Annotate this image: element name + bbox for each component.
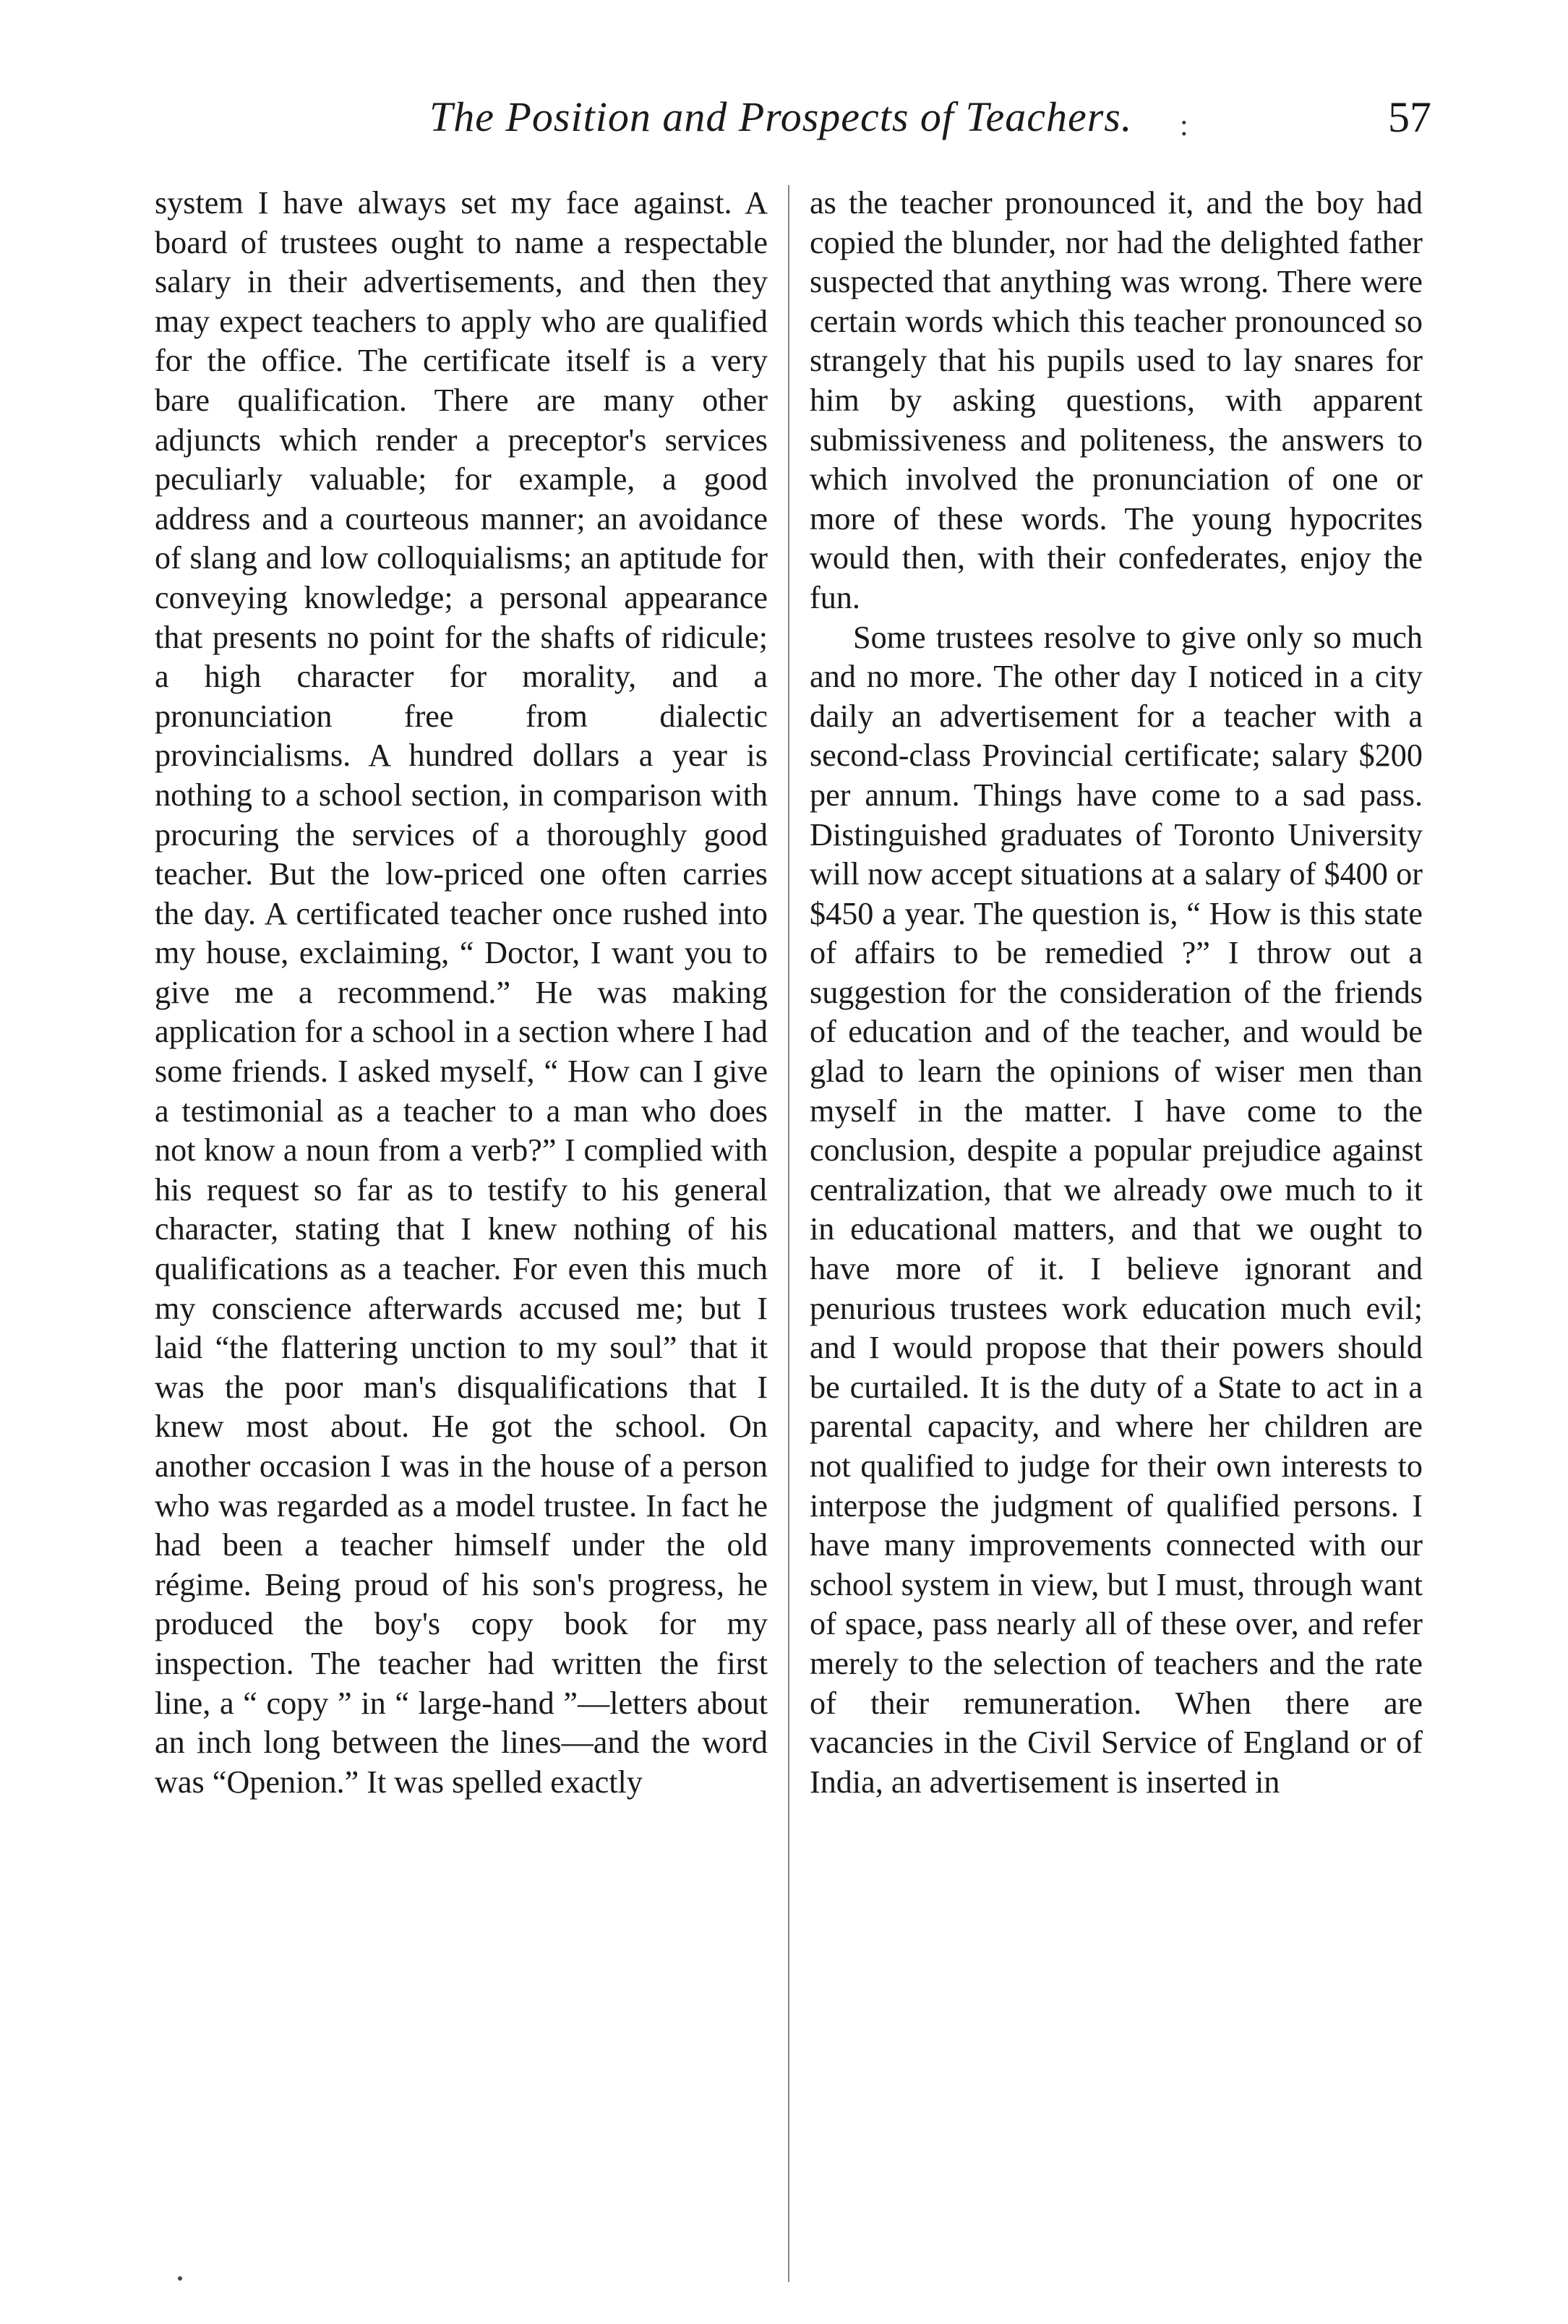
column-divider — [788, 185, 789, 2282]
left-column — [155, 184, 768, 1802]
right-paragraph-1: as the teacher pronounced it, and the boy had copied the blunder, nor had the delighted father suspected that anything was wrong. There were certain words which this teacher pronounced so strangely that his pupils used to lay snares for him by asking questions, with apparent submissiveness and politeness, the answers to which involved the pronunciation of one or more of these words. The young hypocrites would then, with their confederates, enjoy the fun. — [810, 185, 1423, 615]
column-mark: : — [1180, 109, 1188, 142]
left-paragraph-1: system I have always set my face against. A board of trustees ought to name a respectable salary in their advertisements, and then they may expect teachers to apply who are qualified for the office. The certificate itself is a very bare qualification. There are many other adjuncts which render a preceptor's services peculiarly valuable; for example, a good address and a courteous manner; an avoidance of slang and low colloquialisms; an aptitude for conveying knowledge; a personal appearance that presents no point for the shafts of ridicule; a high character for morality, and a pronunciation free from dialectic provincialisms. A hundred dollars a year is nothing to a school section, in comparison with procuring the services of a thoroughly good teacher. But the low-priced one often carries the day. A certificated teacher once rushed into my house, exclaiming, “ Doctor, I want you to give me a recommend.” He was making application for a school in a section where I had some friends. I asked myself, “ How can I give a testimonial as a teacher to a man who does not know a noun from a verb?” I complied with his request so far as to testify to his general character, stating that I knew nothing of his qualifications as a teacher. For even this much my conscience afterwards accused me; but I laid “the flattering unction to my soul” that it was the poor man's disqualifications that I knew most about. He got the school. On another occasion I was in the house of a person who was regarded as a model trustee. In fact he had been a teacher himself under the old régime. Being proud of his son's progress, he produced the boy's copy book for my inspection. The teacher had written the first line, a “ copy ” in “ large-hand ”—letters about an inch long between the lines—and the word was “Openion.” It was spelled exactly — [155, 185, 768, 1800]
page-number: 57 — [1388, 93, 1431, 141]
running-title: The Position and Prospects of Teachers. — [429, 93, 1133, 140]
right-paragraph-2: Some trustees resolve to give only so much and no more. The other day I noticed in a city daily an advertisement for a teacher with a second-class Provincial certificate; salary $200 per annum. Things have come to a sad pass. Distinguished graduates of Toronto University will now accept situations at a salary of $400 or $450 a year. The question is, “ How is this state of affairs to be remedied ?” I throw out a suggestion for the consideration of the friends of education and of the teacher, and would be glad to learn the opinions of wiser men than myself in the matter. I have come to the conclusion, despite a popular prejudice against centralization, that we already owe much to it in educational matters, and that we ought to have more of it. I believe ignorant and penurious trustees work education much evil; and I would propose that their powers should be curtailed. It is the duty of a State to act in a parental capacity, and where her children are not qualified to judge for their own interests to interpose the judgment of qualified persons. I have many improvements connected with our school system in view, but I must, through want of space, pass nearly all of these over, and refer merely to the selection of teachers and the rate of their remuneration. When there are vacancies in the Civil Service of England or of India, an advertisement is inserted in — [810, 619, 1423, 1800]
running-head — [155, 93, 1431, 158]
right-column — [810, 184, 1423, 1802]
bottom-mark — [178, 2276, 182, 2281]
